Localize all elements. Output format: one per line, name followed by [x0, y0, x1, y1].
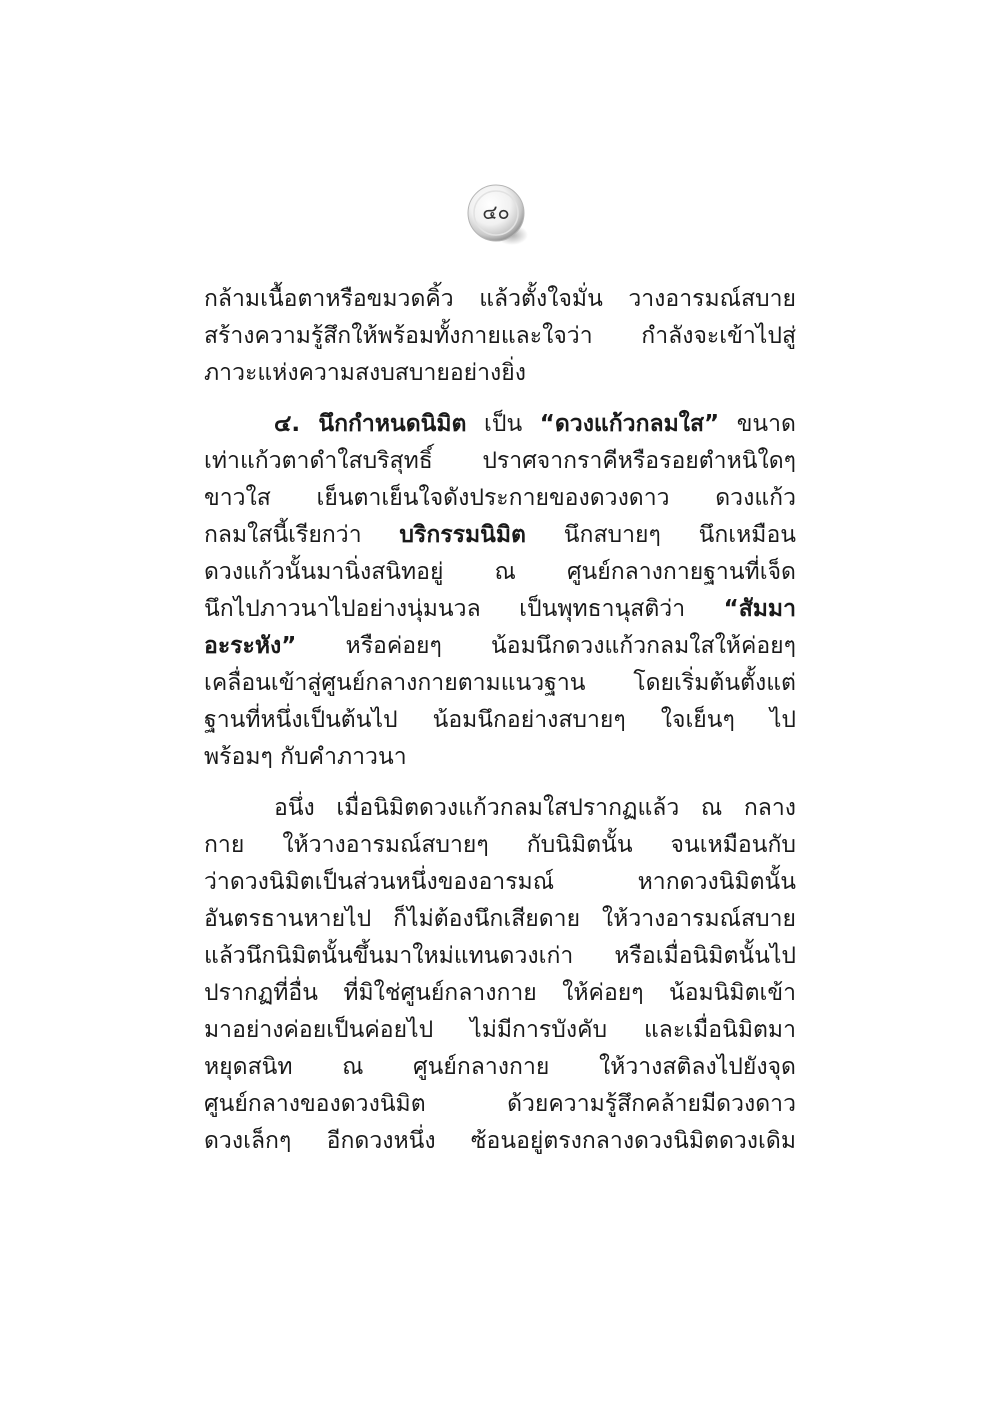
emphasis-term: “สัมมา	[723, 596, 796, 622]
text-line: แล้วนึกนิมิตนั้นขึ้นมาใหม่แทนดวงเก่า หรือเมื่อนิมิตนั้นไป	[204, 943, 796, 969]
text-line: มาอย่างค่อยเป็นค่อยไป ไม่มีการบังคับ และเมื่อนิมิตมา	[204, 1017, 796, 1043]
text-line: ดวงแก้วนั้นมานิ่งสนิทอยู่ ณ ศูนย์กลางกายฐานที่เจ็ด	[204, 559, 796, 585]
text-line: ขาวใส เย็นตาเย็นใจดังประกายของดวงดาว ดวงแก้ว	[204, 485, 796, 511]
emphasis-term: “ดวงแก้วกลมใส”	[539, 411, 720, 437]
emphasis-term: อะระหัง”	[204, 633, 297, 659]
text-line: พร้อมๆ กับคำภาวนา	[204, 744, 407, 770]
text-segment: หรือค่อยๆ น้อมนึกดวงแก้วกลมใสให้ค่อยๆ	[296, 633, 796, 659]
text-line: ศูนย์กลางของดวงนิมิต ด้วยความรู้สึกคล้ายมีดวงดาว	[204, 1091, 796, 1117]
text-line: สร้างความรู้สึกให้พร้อมทั้งกายและใจว่า กำลังจะเข้าไปสู่	[204, 323, 796, 349]
text-line: อนึ่ง เมื่อนิมิตดวงแก้วกลมใสปรากฏแล้ว ณ กลาง	[274, 795, 796, 821]
text-line	[204, 517, 796, 554]
text-segment: กลมใสนี้เรียกว่า	[204, 522, 400, 548]
text-line: เท่าแก้วตาดำใสบริสุทธิ์ ปราศจากราคีหรือรอยตำหนิใดๆ	[204, 448, 796, 474]
text-line: ดวงเล็กๆ อีกดวงหนึ่ง ซ้อนอยู่ตรงกลางดวงนิมิตดวงเดิม	[204, 1128, 796, 1154]
text-line: ฐานที่หนึ่งเป็นต้นไป น้อมนึกอย่างสบายๆ ใจเย็นๆ ไป	[204, 707, 796, 733]
text-line: หยุดสนิท ณ ศูนย์กลางกาย ให้วางสติลงไปยังจุด	[204, 1054, 796, 1080]
text-segment: เป็น	[466, 411, 540, 437]
text-line	[204, 628, 796, 665]
text-segment: นึกสบายๆ นึกเหมือน	[526, 522, 796, 548]
page-number-badge	[466, 183, 532, 249]
document-body	[204, 281, 796, 1174]
emphasis-term: บริกรรมนิมิต	[399, 522, 526, 548]
text-line: อันตรธานหายไป ก็ไม่ต้องนึกเสียดาย ให้วางอารมณ์สบาย	[204, 906, 796, 932]
text-line: กาย ให้วางอารมณ์สบายๆ กับนิมิตนั้น จนเหมือนกับ	[204, 832, 796, 858]
text-line: ปรากฏที่อื่น ที่มิใช่ศูนย์กลางกาย ให้ค่อยๆ น้อมนิมิตเข้า	[204, 980, 796, 1006]
text-line: ภาวะแห่งความสงบสบายอย่างยิ่ง	[204, 360, 526, 386]
text-line: เคลื่อนเข้าสู่ศูนย์กลางกายตามแนวฐาน โดยเริ่มต้นตั้งแต่	[204, 670, 796, 696]
text-line	[204, 591, 796, 628]
paragraph-1	[204, 281, 796, 392]
text-line: ว่าดวงนิมิตเป็นส่วนหนึ่งของอารมณ์ หากดวงนิมิตนั้น	[204, 869, 796, 895]
paragraph-3	[204, 790, 796, 1160]
paragraph-2	[204, 406, 796, 776]
text-segment: นึกไปภาวนาไปอย่างนุ่มนวล เป็นพุทธานุสติว่า	[204, 596, 724, 622]
text-line	[204, 406, 796, 443]
section-heading: ๔. นึกกำหนดนิมิต	[274, 411, 467, 437]
text-segment: ขนาด	[719, 411, 796, 437]
text-line: กล้ามเนื้อตาหรือขมวดคิ้ว แล้วตั้งใจมั่น วางอารมณ์สบาย	[204, 286, 796, 312]
page-number: ๔๐	[482, 200, 510, 224]
